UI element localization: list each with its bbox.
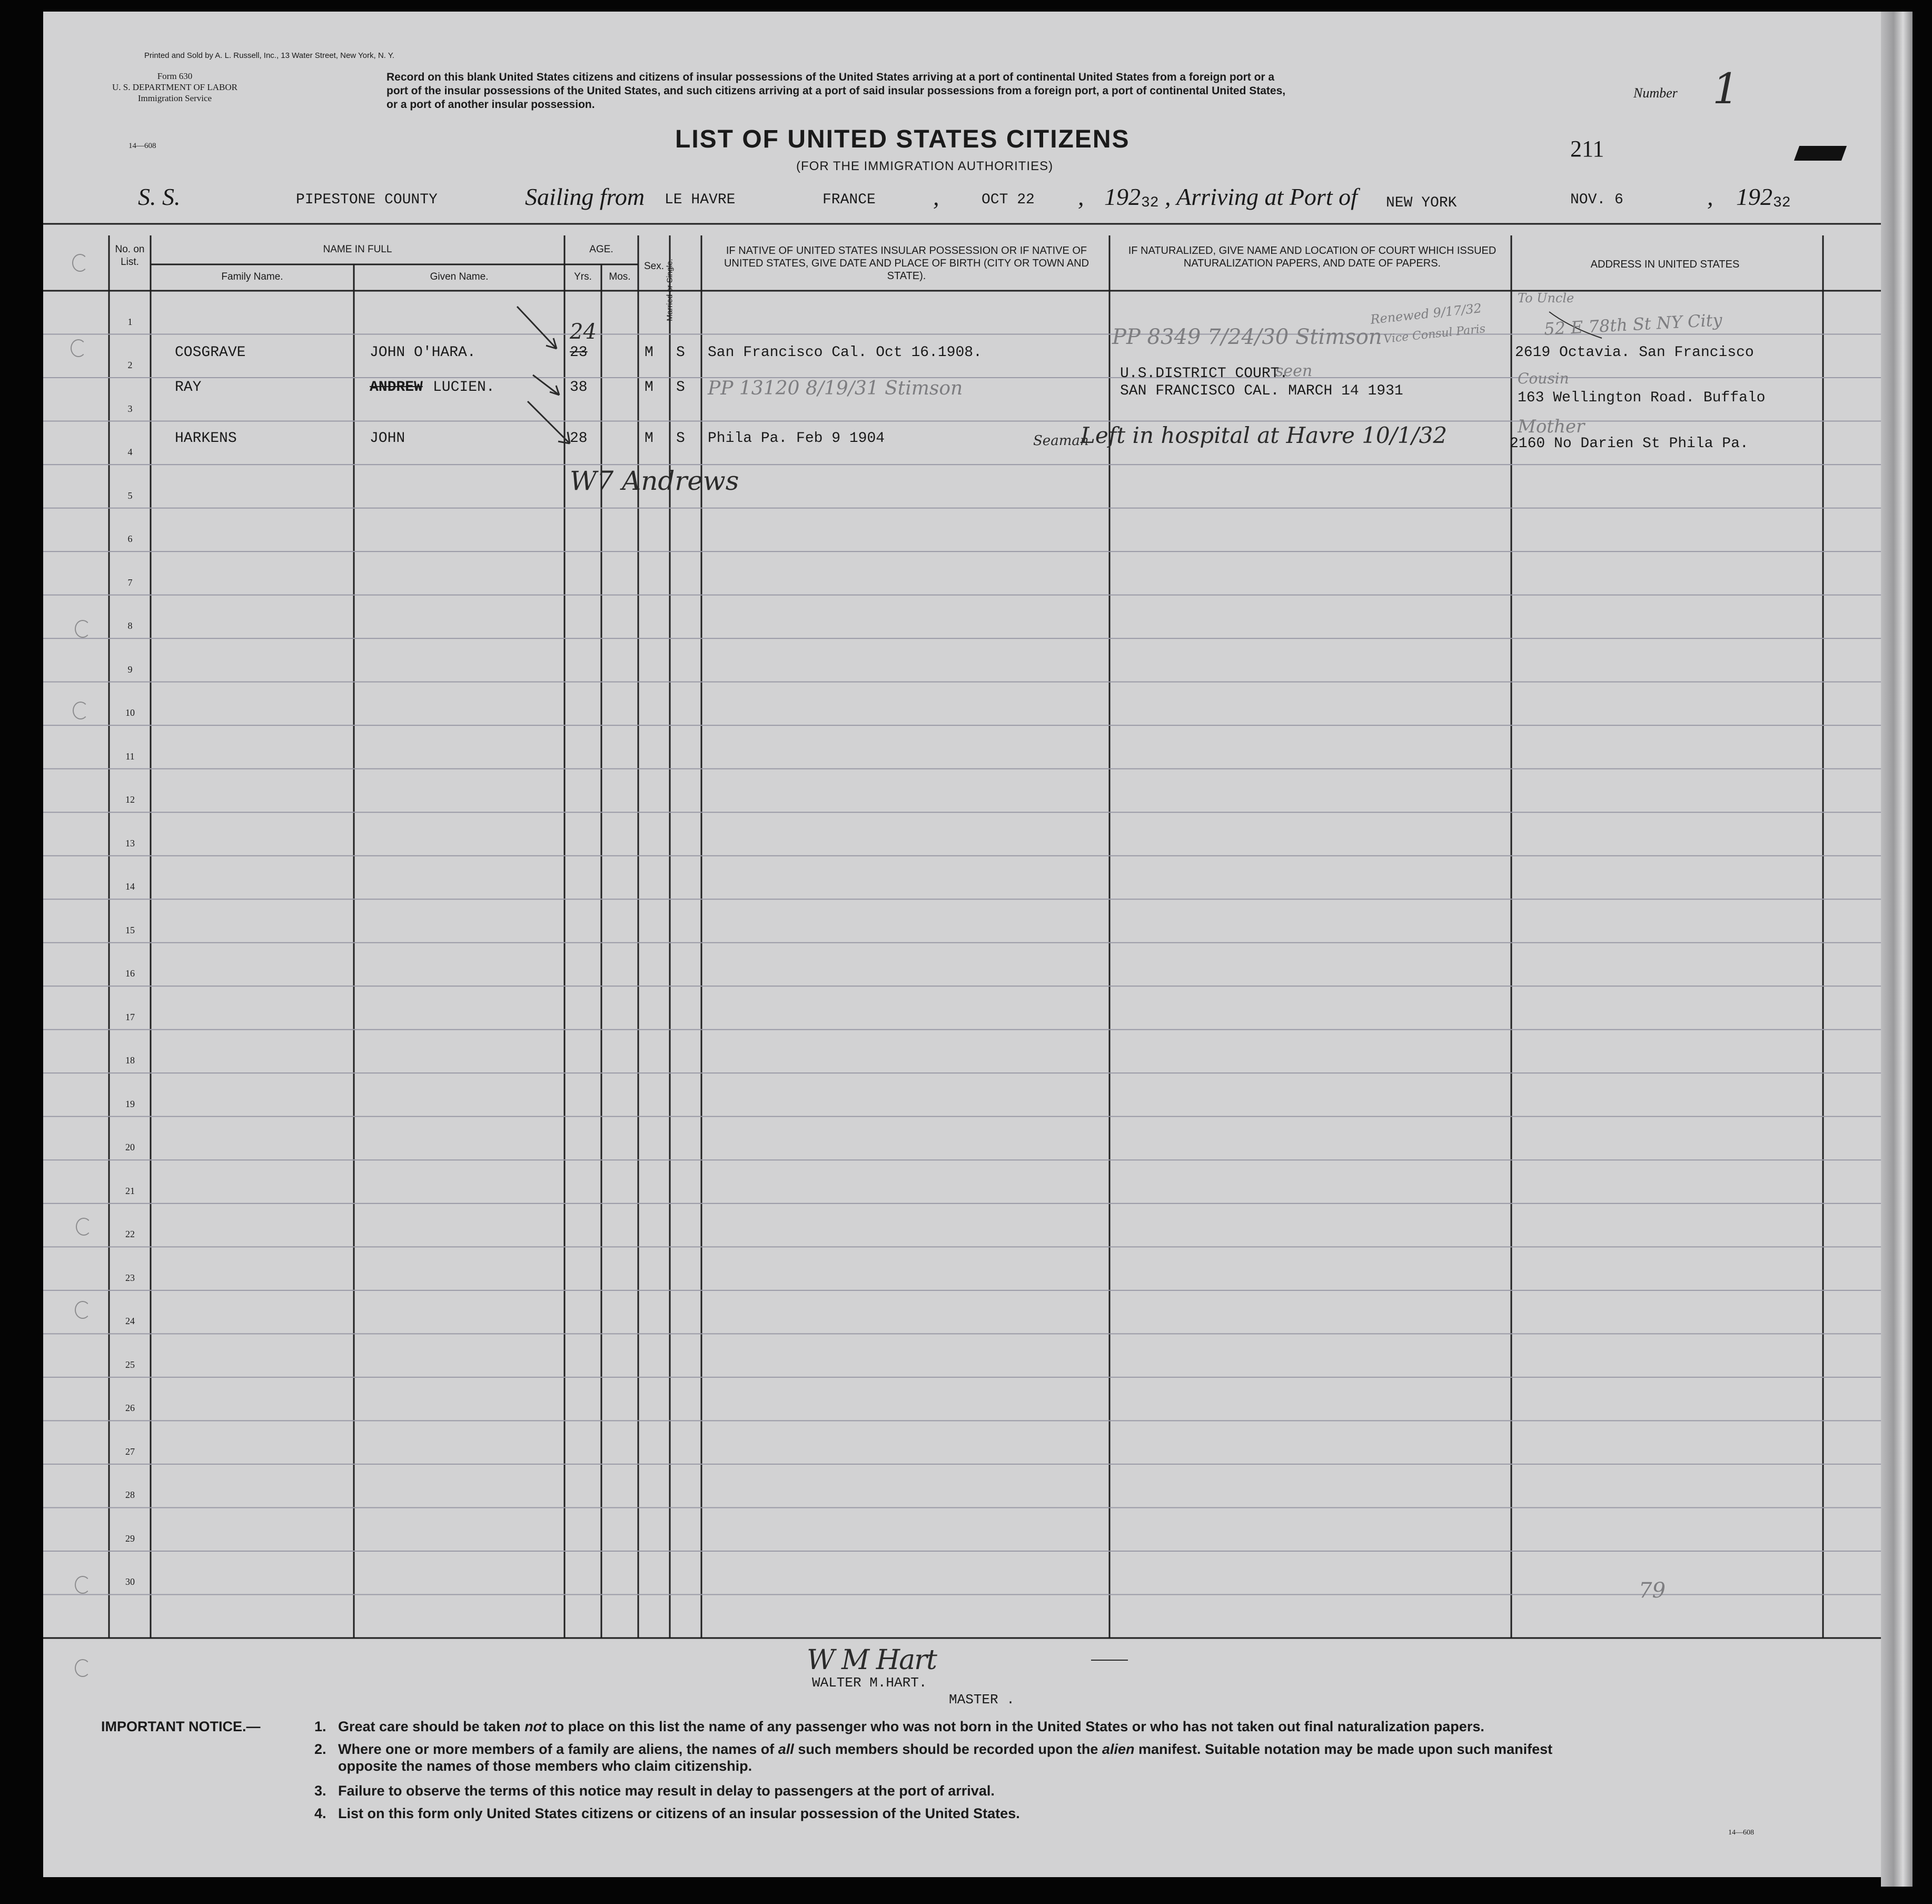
date-to: NOV. 6: [1570, 192, 1623, 208]
row-number: 4: [127, 447, 133, 458]
row2-age: 38: [570, 379, 588, 396]
col-name-in-full: NAME IN FULL: [323, 244, 392, 255]
service: Immigration Service: [137, 93, 212, 103]
row3-age: 28: [570, 430, 588, 447]
printer-line: Printed and Sold by A. L. Russell, Inc., 13 Water Street, New York, N. Y.: [144, 51, 394, 60]
note-to-uncle: To Uncle: [1518, 291, 1574, 305]
row-number: 11: [125, 751, 135, 762]
row3-sex: M: [645, 430, 653, 447]
row-number: 10: [125, 707, 135, 718]
department: U. S. DEPARTMENT OF LABOR: [112, 82, 237, 92]
row2-natz: U.S.DISTRICT COURT.: [1120, 366, 1289, 382]
punch-hole: [71, 339, 86, 357]
note-uncle-address: 52 E 78th St NY City: [1543, 310, 1723, 339]
country-from: FRANCE: [823, 192, 876, 208]
row-number: 21: [125, 1185, 135, 1196]
row-number: 23: [125, 1272, 135, 1283]
port-from: LE HAVRE: [665, 192, 736, 208]
col-birth: IF NATIVE OF UNITED STATES INSULAR POSSESSION OR IF NATIVE OF UNITED STATES, GIVE DATE AND PLACE OF BIRTH (CITY OR TOWN AND STATE).: [724, 245, 1089, 282]
row-number: 16: [125, 968, 135, 979]
punch-hole: [72, 254, 88, 272]
punch-hole: [76, 1218, 92, 1236]
row-number: 26: [125, 1403, 135, 1414]
col-sex: Sex.: [643, 261, 665, 272]
port-to: NEW YORK: [1386, 195, 1457, 211]
note-seen: seen: [1275, 362, 1313, 380]
year-from: 32: [1141, 195, 1159, 211]
row-number: 18: [125, 1055, 135, 1066]
row-number: 2: [127, 360, 133, 371]
punch-hole: [75, 1576, 91, 1594]
punch-hole: [75, 1301, 91, 1319]
row2-sex: M: [645, 379, 653, 396]
row3-given: JOHN: [370, 430, 405, 447]
sailing-label: Sailing from: [525, 183, 645, 210]
note-vice-consul: Vice Consul Paris: [1383, 322, 1487, 347]
page-number: 211: [1570, 136, 1604, 162]
sheet-edge: [1881, 12, 1913, 1887]
row-number: 1: [127, 316, 133, 327]
year-prefix-to: 192: [1736, 183, 1772, 210]
notice-2-number: 2.: [314, 1741, 326, 1757]
col-family-name: Family Name.: [221, 271, 283, 282]
notice-1: Great care should be taken not to place on this list the name of any passenger who was not born in the United States or who has not taken out final naturalization papers.: [338, 1719, 1484, 1734]
notice-4: List on this form only United States citizens or citizens of an insular possession of the United States.: [338, 1806, 1020, 1821]
row-number: 17: [125, 1011, 135, 1022]
row1-address: 2619 Octavia. San Francisco: [1515, 344, 1754, 361]
note-pp-row1: PP 8349 7/24/30 Stimson: [1112, 325, 1382, 349]
row2-given: LUCIEN.: [433, 379, 495, 396]
number-label: Number: [1633, 85, 1678, 101]
col-yrs: Yrs.: [574, 271, 592, 282]
row2-ms: S: [676, 379, 685, 396]
row-lines: [43, 334, 1881, 1595]
punch-hole: [75, 620, 91, 638]
col-age: AGE.: [589, 244, 613, 255]
notice-3-number: 3.: [314, 1783, 326, 1799]
row2-given-struck: ANDREW: [370, 379, 423, 396]
row-number: 24: [125, 1316, 135, 1327]
note-cousin: Cousin: [1518, 370, 1569, 387]
note-renewed: Renewed 9/17/32: [1370, 300, 1483, 328]
row1-given: JOHN O'HARA.: [370, 344, 476, 361]
row1-age: 24: [570, 320, 597, 344]
instructions-line-3: or a port of another insular possession.: [387, 98, 595, 111]
notice-4-number: 4.: [314, 1806, 326, 1821]
row1-sex: M: [645, 344, 653, 361]
form-number: Form 630: [157, 71, 193, 81]
year-to: 32: [1773, 195, 1791, 211]
row-number: 20: [125, 1142, 135, 1153]
comma-2: ,: [1078, 183, 1084, 210]
manifest-sheet: [43, 12, 1881, 1877]
col-naturalized: IF NATURALIZED, GIVE NAME AND LOCATION OF COURT WHICH ISSUED NATURALIZATION PAPERS, AND DATE OF PAPERS.: [1128, 245, 1497, 269]
note-pp-row2: PP 13120 8/19/31 Stimson: [708, 378, 963, 399]
note-seaman: Seaman: [1033, 433, 1089, 449]
master-signature: W M Hart: [807, 1644, 936, 1676]
row-number: 12: [125, 794, 135, 805]
page-title: LIST OF UNITED STATES CITIZENS: [675, 125, 1130, 153]
row-number: 13: [125, 837, 135, 849]
row1-family: COSGRAVE: [175, 344, 246, 361]
col-married-single: Married or Single.: [665, 259, 675, 321]
punch-hole: [75, 1659, 91, 1677]
note-initials: W7 Andrews: [570, 466, 739, 496]
row2-address: 163 Wellington Road. Buffalo: [1518, 390, 1766, 406]
row-number: 14: [125, 881, 135, 892]
punch-hole: [73, 702, 88, 719]
instructions-line-2: port of the insular possessions of the United States, and such citizens arriving at a port of said insular possessions from a foreign port, a port of continental United States,: [387, 85, 1286, 97]
master-title: MASTER .: [949, 1692, 1015, 1708]
col-given-name: Given Name.: [430, 271, 489, 282]
footer-form-code: 14—608: [1728, 1829, 1754, 1837]
notice-3: Failure to observe the terms of this notice may result in delay to passengers at the port of arrival.: [338, 1783, 995, 1799]
row-number: 30: [125, 1576, 135, 1587]
year-prefix-from: 192: [1104, 183, 1141, 210]
ledger-grid: [43, 12, 1881, 1877]
row-number: 15: [125, 924, 135, 935]
comma-3: ,: [1707, 183, 1713, 210]
row3-address: 2160 No Darien St Phila Pa.: [1510, 436, 1749, 452]
number-value: 1: [1712, 64, 1739, 113]
row-number: 5: [127, 490, 133, 501]
notice-1-number: 1.: [314, 1719, 326, 1734]
col-address: ADDRESS IN UNITED STATES: [1590, 259, 1740, 270]
row1-birth: San Francisco Cal. Oct 16.1908.: [708, 344, 982, 361]
row1-ms: S: [676, 344, 685, 361]
row2-natz-line2: SAN FRANCISCO CAL. MARCH 14 1931: [1120, 383, 1403, 399]
notice-heading: IMPORTANT NOTICE.—: [101, 1719, 261, 1734]
row-number: 9: [127, 664, 133, 675]
row-number: 3: [127, 403, 133, 414]
row3-family: HARKENS: [175, 430, 237, 447]
row3-birth: Phila Pa. Feb 9 1904: [708, 430, 885, 447]
row-number: 25: [125, 1359, 135, 1370]
form-code: 14—608: [128, 142, 156, 150]
row-number: 22: [125, 1229, 135, 1240]
pencil-arrows: [517, 307, 570, 443]
row1-age-struck: 23: [570, 344, 588, 361]
row-number: 7: [127, 577, 133, 588]
row-number: 6: [127, 534, 133, 545]
notice-2: Where one or more members of a family are aliens, the names of all such members should be recorded upon the alien manifest. Suitable notation may be made upon such manifest opposite the names of those members who claim citizenship.: [338, 1741, 1553, 1774]
page-subtitle: (FOR THE IMMIGRATION AUTHORITIES): [796, 159, 1054, 173]
comma-1: ,: [933, 183, 939, 210]
col-no-on-list: No. on List.: [115, 244, 145, 268]
row-number: 29: [125, 1533, 135, 1544]
row3-ms: S: [676, 430, 685, 447]
note-mother: Mother: [1518, 416, 1585, 437]
ss-label: S. S.: [138, 183, 181, 210]
arriving-label: , Arriving at Port of: [1165, 183, 1358, 210]
ship-name: PIPESTONE COUNTY: [296, 192, 438, 208]
row-number: 19: [125, 1098, 135, 1109]
col-mos: Mos.: [609, 271, 631, 282]
instructions-line-1: Record on this blank United States citizens and citizens of insular possessions of the United States arriving at a port of continental United States from a foreign port or a: [387, 71, 1275, 83]
row-number: 27: [125, 1446, 135, 1457]
row-number: 28: [125, 1489, 135, 1501]
row2-family: RAY: [175, 379, 202, 396]
date-from: OCT 22: [982, 192, 1035, 208]
note-tally: 79: [1639, 1579, 1666, 1603]
row-number: 8: [127, 620, 133, 632]
note-hospital: Left in hospital at Havre 10/1/32: [1081, 422, 1448, 448]
master-name: WALTER M.HART.: [812, 1675, 927, 1691]
